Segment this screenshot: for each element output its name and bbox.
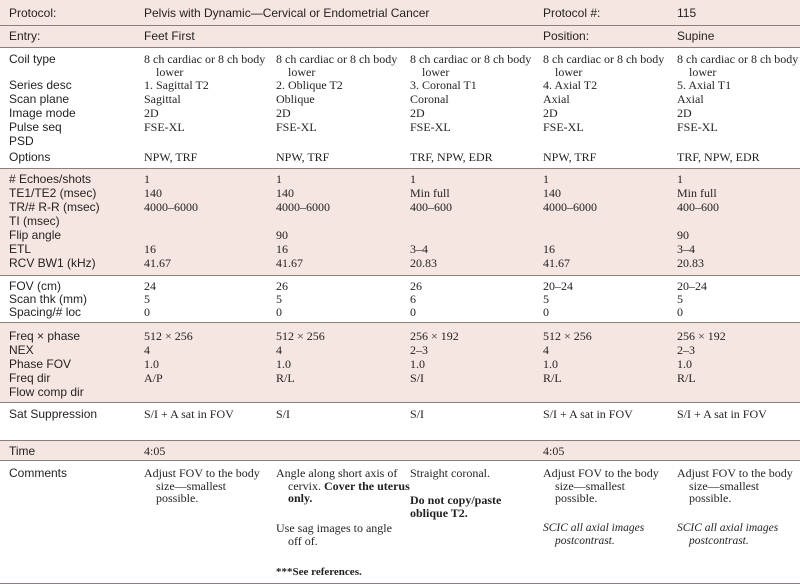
- options-cell: TRF, NPW, EDR: [410, 150, 493, 164]
- freq-dir-cell: R/L: [543, 371, 562, 385]
- series-cell: 2. Oblique T2: [276, 78, 343, 92]
- te-cell: Min full: [410, 186, 450, 200]
- options-cell: NPW, TRF: [276, 150, 330, 164]
- time-cell: 4:05: [144, 444, 166, 458]
- matrix-cell: 256 × 192: [677, 329, 726, 343]
- flip-cell: 90: [276, 228, 288, 242]
- etl-cell: 3–4: [677, 242, 695, 256]
- comments-label: Comments: [9, 466, 68, 480]
- te-cell: Min full: [677, 186, 717, 200]
- comment-emphasis: Cover the uterus only.: [288, 478, 410, 505]
- protocol-label: Protocol:: [9, 6, 57, 20]
- fov-cell: 20–24: [677, 279, 707, 293]
- nex-cell: 4: [144, 343, 150, 357]
- echoes-cell: 1: [410, 172, 416, 186]
- comment-series-5: Adjust FOV to the body size—smallest possible.: [677, 466, 793, 505]
- thk-cell: 5: [276, 292, 282, 306]
- row-label: Freq dir: [9, 371, 51, 385]
- mode-cell: 2D: [144, 106, 159, 120]
- mode-cell: 2D: [276, 106, 291, 120]
- spacing-cell: 0: [144, 305, 150, 319]
- te-cell: 140: [543, 186, 561, 200]
- tr-cell: 4000–6000: [276, 200, 330, 214]
- matrix-cell: 512 × 256: [543, 329, 592, 343]
- spacing-cell: 0: [677, 305, 683, 319]
- fov-cell: 20–24: [543, 279, 573, 293]
- tr-cell: 400–600: [410, 200, 452, 214]
- rcv-cell: 41.67: [144, 256, 171, 270]
- spacing-cell: 0: [276, 305, 282, 319]
- coil-cell: 8 ch cardiac or 8 ch body lower: [276, 52, 398, 79]
- freq-dir-cell: S/I: [410, 371, 425, 385]
- etl-cell: 3–4: [410, 242, 428, 256]
- comment-series-3: Straight coronal.: [410, 466, 490, 480]
- te-cell: 140: [144, 186, 162, 200]
- pulse-cell: FSE-XL: [144, 120, 185, 134]
- pulse-cell: FSE-XL: [410, 120, 451, 134]
- row-label: TR/# R-R (msec): [9, 200, 100, 214]
- tr-cell: 4000–6000: [543, 200, 597, 214]
- tr-cell: 4000–6000: [144, 200, 198, 214]
- row-label: Spacing/# loc: [9, 305, 82, 319]
- divider: [0, 275, 800, 276]
- options-cell: NPW, TRF: [543, 150, 597, 164]
- row-label: # Echoes/shots: [9, 172, 92, 186]
- thk-cell: 5: [543, 292, 549, 306]
- time-band: [0, 440, 800, 460]
- protocol-number-label: Protocol #:: [543, 6, 601, 20]
- plane-cell: Sagittal: [144, 92, 181, 106]
- protocol-number-value: 115: [677, 6, 697, 20]
- tr-cell: 400–600: [677, 200, 719, 214]
- echoes-cell: 1: [543, 172, 549, 186]
- comment-text: Angle along short axis of cervix.: [276, 466, 398, 493]
- row-label: PSD: [9, 134, 34, 148]
- plane-cell: Axial: [677, 92, 704, 106]
- comment-series-2-note: Use sag images to angle off of.: [276, 521, 392, 548]
- pulse-cell: FSE-XL: [276, 120, 317, 134]
- spacing-cell: 0: [543, 305, 549, 319]
- echoes-cell: 1: [144, 172, 150, 186]
- phase-fov-cell: 1.0: [677, 357, 692, 371]
- pulse-cell: FSE-XL: [543, 120, 584, 134]
- comment-series-5-contrast: SCIC all axial images postcontrast.: [677, 522, 779, 547]
- row-label: ETL: [9, 242, 32, 256]
- divider: [0, 47, 800, 48]
- rcv-cell: 20.83: [677, 256, 704, 270]
- row-label: NEX: [9, 343, 34, 357]
- time-cell: 4:05: [543, 444, 565, 458]
- row-label: Flow comp dir: [9, 385, 84, 399]
- coil-cell: 8 ch cardiac or 8 ch body lower: [144, 52, 266, 79]
- row-label: Scan thk (mm): [9, 292, 88, 306]
- series-cell: 5. Axial T1: [677, 78, 732, 92]
- references-text: ***See references.: [276, 566, 362, 578]
- te-cell: 140: [276, 186, 294, 200]
- row-label: Image mode: [9, 106, 76, 120]
- comment-series-2: [276, 467, 410, 505]
- series-cell: 4. Axial T2: [543, 78, 598, 92]
- position-label: Position:: [543, 29, 590, 43]
- row-label: Options: [9, 150, 51, 164]
- row-label: Pulse seq: [9, 120, 62, 134]
- coil-cell: 8 ch cardiac or 8 ch body lower: [677, 52, 799, 79]
- row-label: Coil type: [9, 52, 56, 66]
- divider: [0, 440, 800, 441]
- mode-cell: 2D: [677, 106, 692, 120]
- series-cell: 1. Sagittal T2: [144, 78, 209, 92]
- comment-series-1: Adjust FOV to the body size—smallest possible.: [144, 466, 260, 505]
- sat-cell: S/I: [410, 407, 425, 421]
- mode-cell: 2D: [543, 106, 558, 120]
- row-label: TI (msec): [9, 214, 60, 228]
- fov-cell: 26: [410, 279, 422, 293]
- freq-dir-cell: A/P: [144, 371, 163, 385]
- nex-cell: 4: [543, 343, 549, 357]
- freq-dir-cell: R/L: [276, 371, 295, 385]
- comment-series-4: Adjust FOV to the body size—smallest possible.: [543, 466, 659, 505]
- options-cell: NPW, TRF: [144, 150, 198, 164]
- etl-cell: 16: [276, 242, 288, 256]
- nex-cell: 4: [276, 343, 282, 357]
- divider: [0, 460, 800, 461]
- position-value: Supine: [677, 29, 715, 43]
- phase-fov-cell: 1.0: [144, 357, 159, 371]
- fov-cell: 24: [144, 279, 156, 293]
- entry-label: Entry:: [9, 29, 41, 43]
- divider: [0, 322, 800, 323]
- coil-cell: 8 ch cardiac or 8 ch body lower: [410, 52, 532, 79]
- matrix-cell: 512 × 256: [144, 329, 193, 343]
- echoes-cell: 1: [276, 172, 282, 186]
- freq-dir-cell: R/L: [677, 371, 696, 385]
- rcv-cell: 41.67: [276, 256, 303, 270]
- sat-cell: S/I + A sat in FOV: [677, 407, 767, 421]
- phase-fov-cell: 1.0: [276, 357, 291, 371]
- series-cell: 3. Coronal T1: [410, 78, 477, 92]
- divider: [0, 402, 800, 403]
- phase-fov-cell: 1.0: [543, 357, 558, 371]
- nex-cell: 2–3: [677, 343, 695, 357]
- rcv-cell: 41.67: [543, 256, 570, 270]
- row-label: TE1/TE2 (msec): [9, 186, 97, 200]
- sat-cell: S/I + A sat in FOV: [144, 407, 234, 421]
- divider: [0, 168, 800, 169]
- etl-cell: 16: [543, 242, 555, 256]
- thk-cell: 5: [144, 292, 150, 306]
- options-cell: TRF, NPW, EDR: [677, 150, 760, 164]
- echoes-cell: 1: [677, 172, 683, 186]
- fov-cell: 26: [276, 279, 288, 293]
- plane-cell: Oblique: [276, 92, 315, 106]
- divider: [0, 25, 800, 26]
- rcv-cell: 20.83: [410, 256, 437, 270]
- coil-cell: 8 ch cardiac or 8 ch body lower: [543, 52, 665, 79]
- row-label: RCV BW1 (kHz): [9, 256, 96, 270]
- thk-cell: 5: [677, 292, 683, 306]
- row-label: Phase FOV: [9, 357, 72, 371]
- phase-fov-cell: 1.0: [410, 357, 425, 371]
- sat-cell: S/I + A sat in FOV: [543, 407, 633, 421]
- row-label: Sat Suppression: [9, 407, 98, 421]
- protocol-value: Pelvis with Dynamic—Cervical or Endometrial Cancer: [144, 6, 430, 20]
- row-label: Scan plane: [9, 92, 70, 106]
- row-label: Series desc: [9, 78, 72, 92]
- matrix-cell: 512 × 256: [276, 329, 325, 343]
- row-label: Time: [9, 444, 36, 458]
- etl-cell: 16: [144, 242, 156, 256]
- row-label: FOV (cm): [9, 279, 61, 293]
- plane-cell: Coronal: [410, 92, 449, 106]
- sat-cell: S/I: [276, 407, 291, 421]
- references-note: [276, 566, 362, 579]
- matrix-cell: 256 × 192: [410, 329, 459, 343]
- plane-cell: Axial: [543, 92, 570, 106]
- flip-cell: 90: [677, 228, 689, 242]
- comment-series-4-contrast: SCIC all axial images postcontrast.: [543, 522, 645, 547]
- nex-cell: 2–3: [410, 343, 428, 357]
- spacing-cell: 0: [410, 305, 416, 319]
- comment-series-3-warning: Do not copy/paste oblique T2.: [410, 493, 502, 520]
- mode-cell: 2D: [410, 106, 425, 120]
- thk-cell: 6: [410, 292, 416, 306]
- row-label: Freq × phase: [9, 329, 81, 343]
- row-label: Flip angle: [9, 228, 62, 242]
- pulse-cell: FSE-XL: [677, 120, 718, 134]
- entry-value: Feet First: [144, 29, 195, 43]
